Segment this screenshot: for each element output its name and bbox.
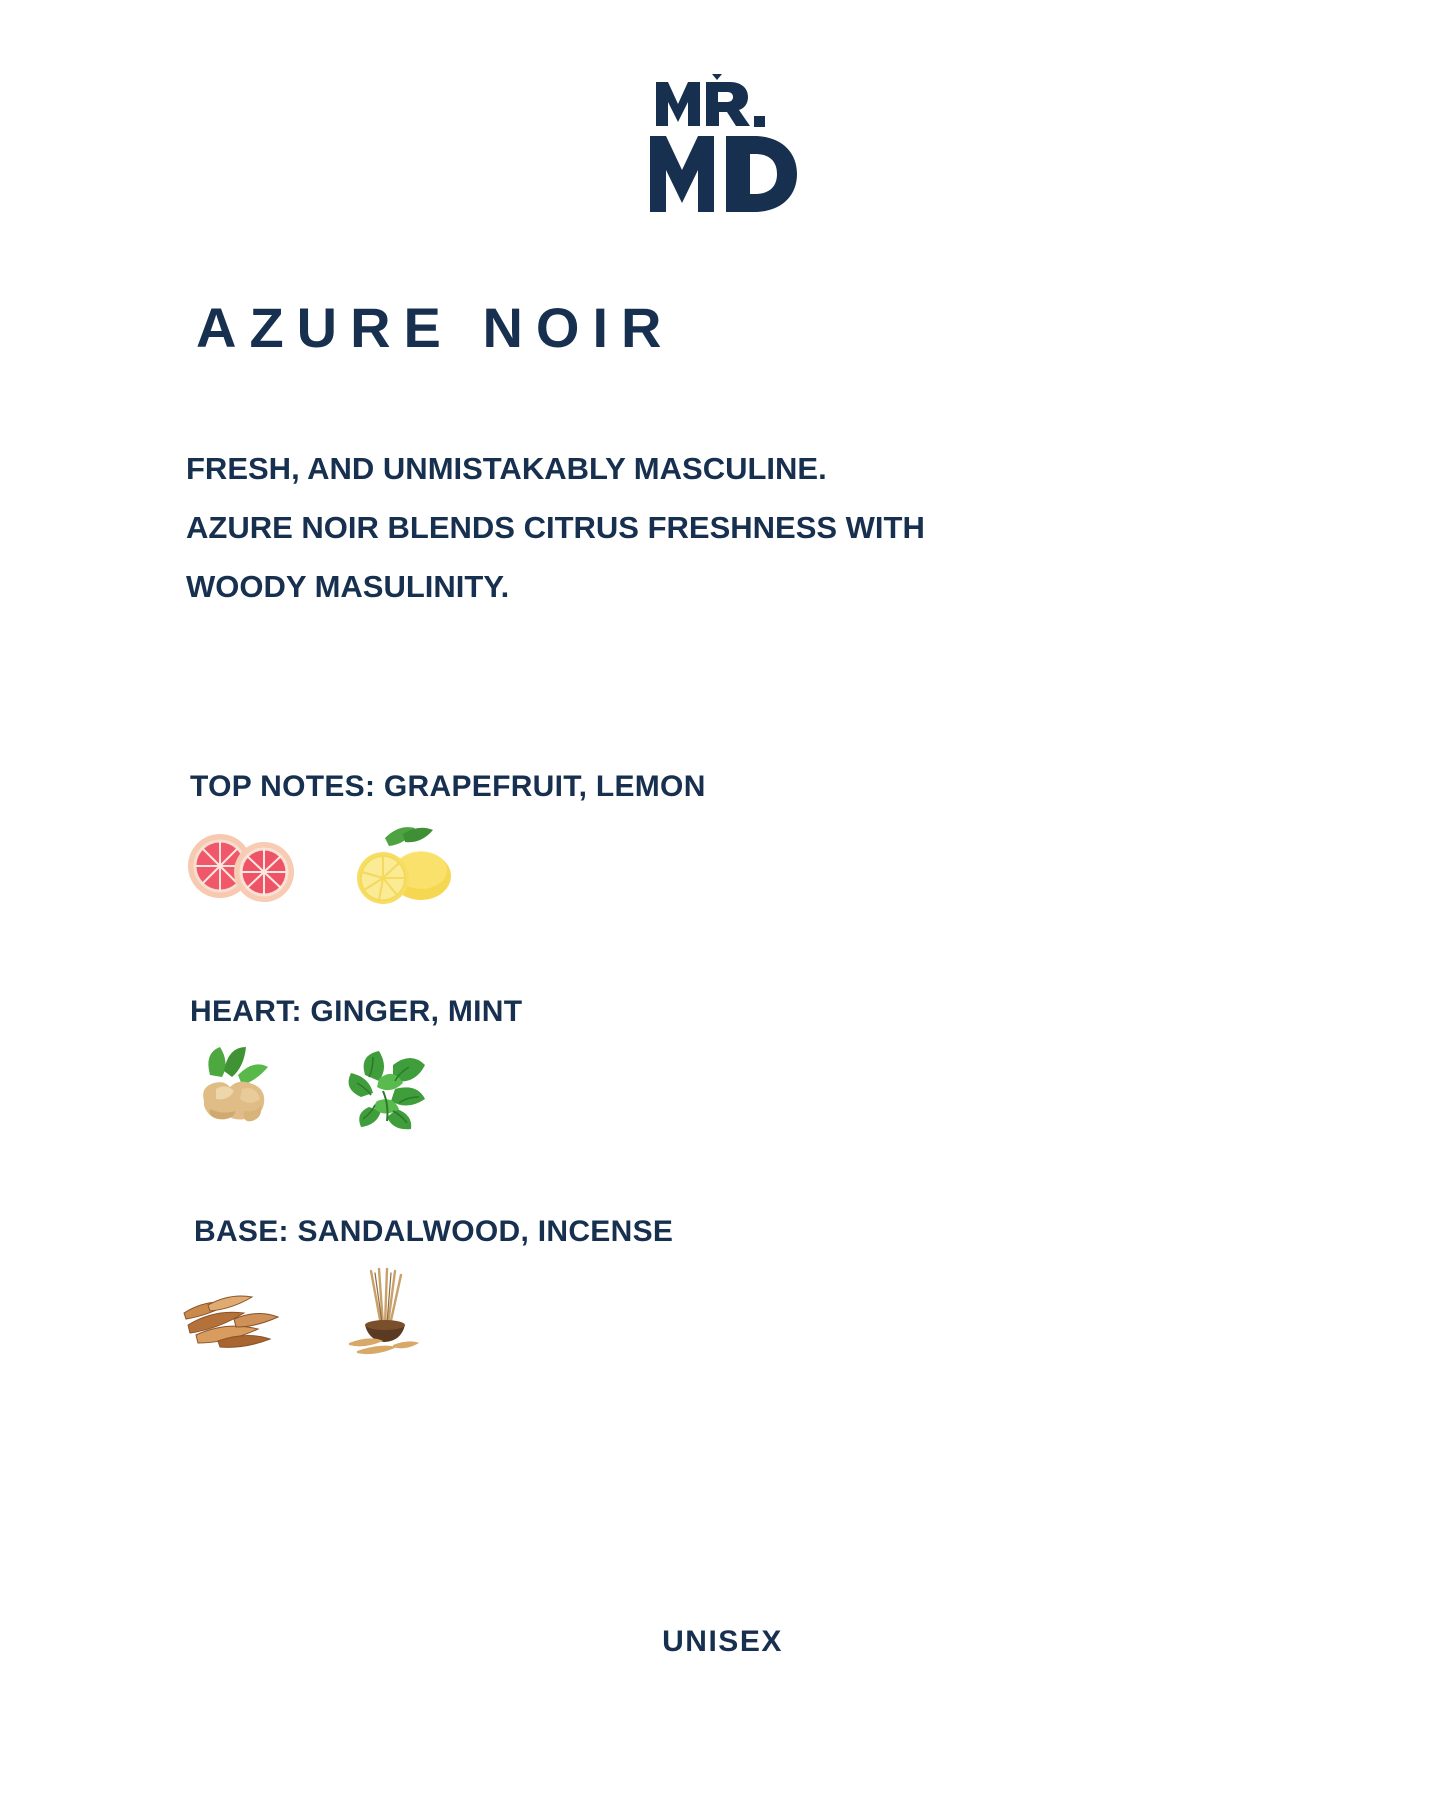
product-description bbox=[186, 440, 1196, 617]
description-line-2: AZURE NOIR BLENDS CITRUS FRESHNESS WITH bbox=[186, 509, 925, 545]
mr-md-logo bbox=[638, 72, 808, 222]
heart-notes-icons bbox=[186, 1045, 522, 1137]
description-line-3: WOODY MASULINITY. bbox=[186, 568, 510, 604]
top-notes-icons bbox=[190, 820, 706, 912]
base-notes-icons bbox=[180, 1265, 673, 1357]
lemon-icon bbox=[339, 820, 459, 912]
mint-icon bbox=[335, 1045, 455, 1137]
brand-logo bbox=[0, 72, 1445, 222]
heart-notes-heading: HEART: GINGER, MINT bbox=[190, 995, 523, 1028]
ginger-icon bbox=[180, 1045, 300, 1137]
base-notes-heading: BASE: SANDALWOOD, INCENSE bbox=[194, 1215, 674, 1248]
heart-notes-section bbox=[190, 995, 522, 1137]
base-notes-section bbox=[190, 1215, 673, 1357]
top-notes-section bbox=[190, 770, 706, 912]
grapefruit-icon bbox=[184, 820, 304, 912]
sandalwood-icon bbox=[174, 1265, 294, 1357]
unisex-label: UNISEX bbox=[662, 1625, 783, 1658]
incense-icon bbox=[329, 1265, 449, 1357]
page-title: AZURE NOIR bbox=[196, 296, 675, 359]
description-line-1: FRESH, AND UNMISTAKABLY MASCULINE. bbox=[186, 451, 827, 486]
top-notes-heading: TOP NOTES: GRAPEFRUIT, LEMON bbox=[190, 770, 706, 803]
